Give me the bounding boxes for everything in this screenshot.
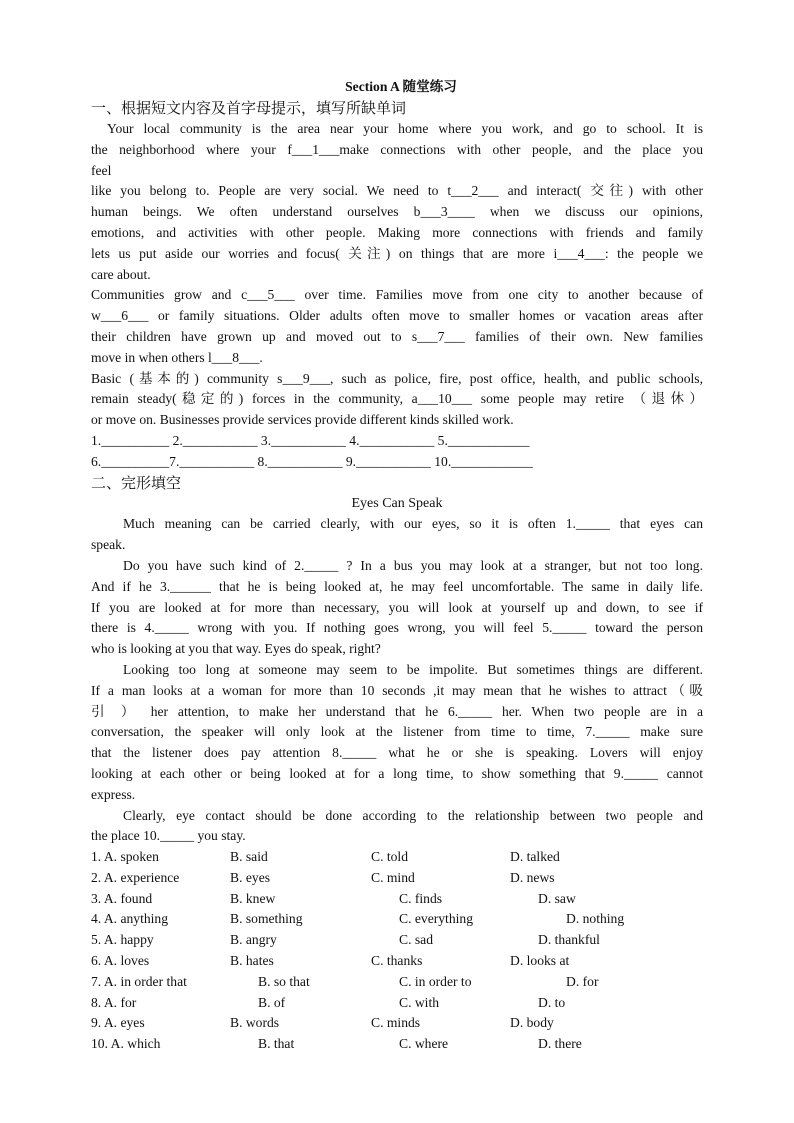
option-d[interactable]: D. talked xyxy=(510,849,560,865)
option-c[interactable]: C. told xyxy=(371,849,409,865)
worksheet-page xyxy=(91,76,703,1055)
option-b[interactable]: B. said xyxy=(230,849,268,865)
passage-line: Communities grow and c___5___ over time. Families move from one city to another because of xyxy=(91,287,703,303)
option-b[interactable]: B. knew xyxy=(230,890,276,906)
option-row xyxy=(91,847,703,868)
option-a[interactable]: 9. A. eyes xyxy=(91,1015,145,1031)
passage-line: Clearly, eye contact should be done according to the relationship between two people and xyxy=(123,807,703,823)
option-d[interactable]: D. thankful xyxy=(538,932,600,948)
option-c[interactable]: C. mind xyxy=(371,869,415,885)
passage-line: And if he 3.______ that he is being looked at, he may feel uncomfortable. The same in daily life. xyxy=(91,578,703,594)
option-c[interactable]: C. sad xyxy=(399,932,433,948)
option-d[interactable]: D. nothing xyxy=(566,911,625,927)
option-a[interactable]: 6. A. loves xyxy=(91,953,150,969)
passage-line: there is 4._____ wrong with you. If nothing goes wrong, you will feel 5._____ toward the person xyxy=(91,620,703,636)
option-a[interactable]: 2. A. experience xyxy=(91,869,180,885)
passage-line: speak. xyxy=(91,537,126,553)
option-a[interactable]: 4. A. anything xyxy=(91,911,169,927)
option-row xyxy=(91,868,703,889)
story-title: Eyes Can Speak xyxy=(351,495,443,511)
passage-line: human beings. We often understand ourselves b___3____ when we discuss our opinions, xyxy=(91,204,703,220)
option-c[interactable]: C. with xyxy=(399,994,440,1010)
option-b[interactable]: B. something xyxy=(230,911,303,927)
passage-line: express. xyxy=(91,786,136,802)
option-b[interactable]: B. that xyxy=(258,1036,295,1052)
passage-line: remain steady(稳定的) forces in the community, a___10___ some people may retire （退休） xyxy=(91,391,703,407)
passage-line: Your local community is the area near your home where you work, and go to school. It is xyxy=(107,121,703,136)
option-b[interactable]: B. of xyxy=(258,994,286,1010)
part1-heading: 一、根据短文内容及首字母提示，填写所缺单词 xyxy=(91,99,407,117)
option-c[interactable]: C. minds xyxy=(371,1015,421,1031)
options-list xyxy=(91,847,703,1055)
option-a[interactable]: 8. A. for xyxy=(91,994,137,1010)
passage-line: w___6___ or family situations. Older adults often move to smaller homes or vacation areas after xyxy=(91,308,703,324)
option-a[interactable]: 5. A. happy xyxy=(91,932,154,948)
option-d[interactable]: D. for xyxy=(566,973,599,989)
option-row xyxy=(91,993,703,1014)
option-b[interactable]: B. words xyxy=(230,1015,280,1031)
option-c[interactable]: C. finds xyxy=(399,890,443,906)
part2-heading: 二、完形填空 xyxy=(91,473,182,492)
option-b[interactable]: B. hates xyxy=(230,953,274,969)
option-row xyxy=(91,1013,703,1034)
passage-line: If you are looked at for more than necessary, you will look at yourself up and down, to see if xyxy=(91,599,703,615)
passage-line: who is looking at you that way. Eyes do speak, right? xyxy=(91,641,381,657)
passage-line: lets us put aside our worries and focus( 关注) on things that are more i___4___: the people we xyxy=(91,245,703,261)
option-b[interactable]: B. so that xyxy=(258,973,310,989)
option-c[interactable]: C. in order to xyxy=(399,973,472,989)
page-title: Section A 随堂练习 xyxy=(345,79,457,94)
passage-line: the place 10._____ you stay. xyxy=(91,828,246,844)
option-a[interactable]: 3. A. found xyxy=(91,890,153,906)
cloze-passage xyxy=(91,514,703,847)
option-b[interactable]: B. angry xyxy=(230,932,277,948)
option-d[interactable]: D. saw xyxy=(538,890,576,906)
option-row xyxy=(91,951,703,972)
passage-line: their children have grown up and moved out to s___7___ families of their own. New families xyxy=(91,328,703,344)
passage-line: move in when others l___8___. xyxy=(91,349,263,365)
option-d[interactable]: D. news xyxy=(510,869,555,885)
passage-line: emotions, and activities with other people. Making more connections with friends and family xyxy=(91,224,703,240)
option-d[interactable]: D. there xyxy=(538,1036,582,1052)
passage-line: the neighborhood where your f___1___make connections with other people, and the place you xyxy=(91,141,703,157)
passage-line: that the listener does pay attention 8._____ what he or she is speaking. Lovers will enjoy xyxy=(91,745,703,761)
passage-line: feel xyxy=(91,162,112,178)
passage-line: Do you have such kind of 2._____ ? In a bus you may look at a stranger, but not too long. xyxy=(123,557,703,573)
option-d[interactable]: D. to xyxy=(538,994,566,1010)
answer-row[interactable]: 6.__________7.___________ 8.___________ 9.___________ 10.____________ xyxy=(91,453,533,469)
passage-line: If a man looks at a woman for more than 10 seconds ,it may mean that he wishes to attract（吸 xyxy=(91,682,703,698)
passage-line: Looking too long at someone may seem to be impolite. But sometimes things are different. xyxy=(123,661,703,677)
passage-line: looking at each other or being looked at for a long time, to show something that 9._____ cannot xyxy=(91,765,703,781)
passage-line: Much meaning can be carried clearly, with our eyes, so it is often 1._____ that eyes can xyxy=(123,516,703,532)
option-b[interactable]: B. eyes xyxy=(230,869,271,885)
option-row xyxy=(91,889,703,910)
option-c[interactable]: C. everything xyxy=(399,911,473,927)
passage-line: conversation, the speaker will only look at the listener from time to time, 7._____ make sure xyxy=(91,724,703,740)
passage-line: 引 ） her attention, to make her understand that he 6._____ her. When two people are in a xyxy=(91,703,703,719)
part1-passage xyxy=(91,119,703,431)
passage-line: like you belong to. People are very social. We need to t___2___ and interact( 交往) with other xyxy=(91,183,703,199)
answer-row[interactable]: 1.__________ 2.___________ 3.___________ 4.___________ 5.____________ xyxy=(91,432,530,448)
option-c[interactable]: C. thanks xyxy=(371,953,423,969)
option-d[interactable]: D. body xyxy=(510,1015,554,1031)
option-a[interactable]: 1. A. spoken xyxy=(91,849,159,865)
passage-line: or move on. Businesses provide services provide different kinds skilled work. xyxy=(91,412,514,428)
option-row xyxy=(91,1034,703,1055)
option-row xyxy=(91,909,703,930)
option-row xyxy=(91,930,703,951)
option-d[interactable]: D. looks at xyxy=(510,953,570,969)
option-c[interactable]: C. where xyxy=(399,1036,449,1052)
passage-line: care about. xyxy=(91,266,151,282)
option-row xyxy=(91,972,703,993)
option-a[interactable]: 10. A. which xyxy=(91,1036,161,1052)
option-a[interactable]: 7. A. in order that xyxy=(91,973,187,989)
passage-line: Basic (基本的) community s___9___, such as police, fire, post office, health, and public schools, xyxy=(91,370,703,386)
